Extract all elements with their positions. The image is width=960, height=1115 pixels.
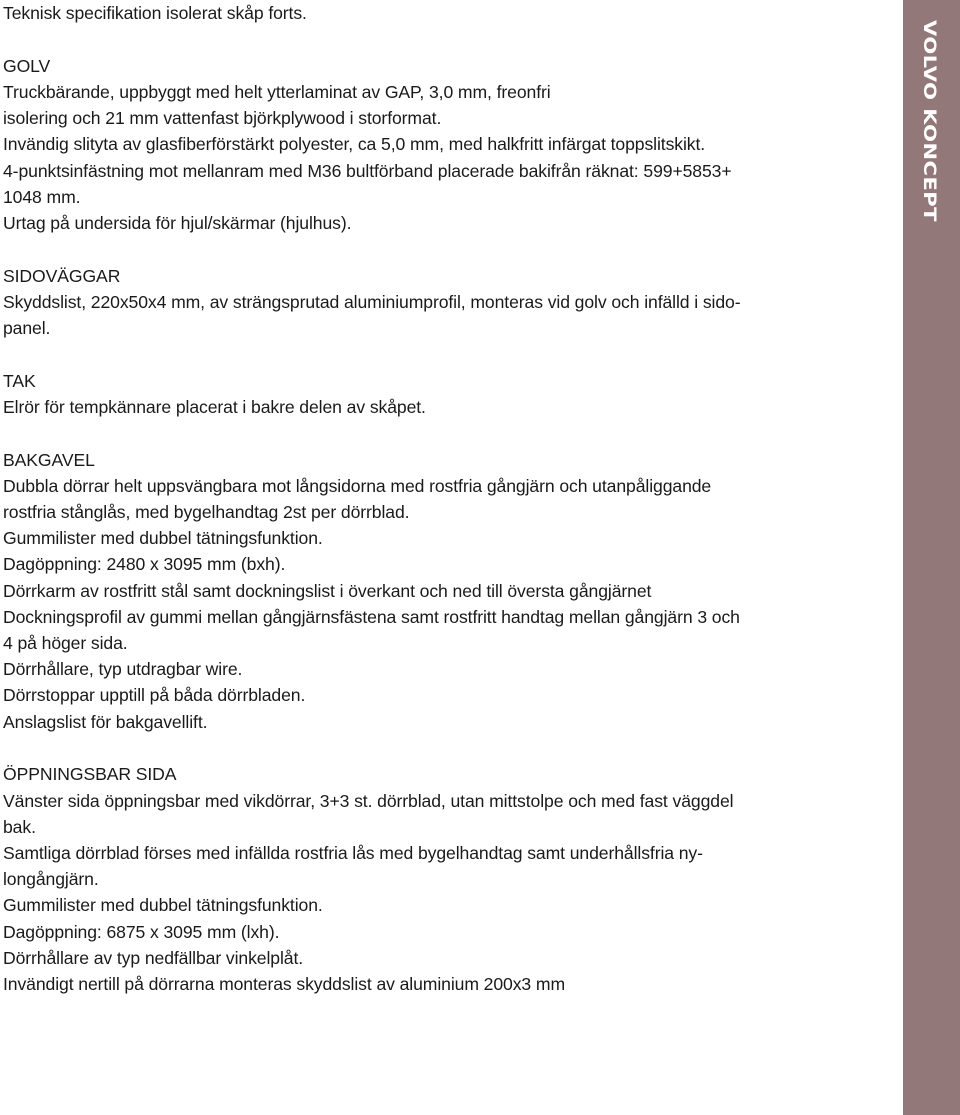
page-title: Teknisk specifikation isolerat skåp forts.: [3, 3, 307, 23]
section-golv: [3, 53, 893, 236]
section-heading: ÖPPNINGSBAR SIDA: [3, 764, 177, 785]
text-line: bak.: [3, 816, 36, 837]
document-body: [3, 0, 893, 997]
text-line: Dörrhållare, typ utdragbar wire.: [3, 659, 243, 680]
text-line: Dörrstoppar upptill på båda dörrbladen.: [3, 685, 306, 706]
section-heading: GOLV: [3, 55, 51, 76]
section-sidovaggar: [3, 263, 893, 342]
text-line: Skyddslist, 220x50x4 mm, av strängsprutad aluminiumprofil, monteras vid golv och infälld i sido-: [3, 291, 741, 312]
text-line: panel.: [3, 318, 51, 339]
text-line: longångjärn.: [3, 869, 99, 890]
section-bakgavel: [3, 447, 893, 735]
text-line: isolering och 21 mm vattenfast björkplywood i storformat.: [3, 108, 442, 129]
text-line: Dörrhållare av typ nedfällbar vinkelplåt.: [3, 947, 304, 968]
text-line: 4 på höger sida.: [3, 633, 128, 654]
text-line: Dörrkarm av rostfritt stål samt dockningslist i överkant och ned till översta gångjärnet: [3, 580, 652, 601]
section-heading: SIDOVÄGGAR: [3, 265, 121, 286]
text-line: 4-punktsinfästning mot mellanram med M36 bultförband placerade bakifrån räknat: 599+5853+: [3, 160, 732, 181]
text-line: Dagöppning: 2480 x 3095 mm (bxh).: [3, 554, 286, 575]
text-line: Gummilister med dubbel tätningsfunktion.: [3, 528, 323, 549]
text-line: Vänster sida öppningsbar med vikdörrar, 3+3 st. dörrblad, utan mittstolpe och med fast väggdel: [3, 790, 734, 811]
text-line: 1048 mm.: [3, 186, 81, 207]
text-line: Urtag på undersida för hjul/skärmar (hjulhus).: [3, 212, 352, 233]
text-line: Truckbärande, uppbyggt med helt ytterlaminat av GAP, 3,0 mm, freonfri: [3, 81, 551, 102]
text-line: Dagöppning: 6875 x 3095 mm (lxh).: [3, 921, 280, 942]
text-line: Anslagslist för bakgavellift.: [3, 711, 208, 732]
section-oppningsbar-sida: [3, 761, 893, 997]
text-line: Dockningsprofil av gummi mellan gångjärnsfästena samt rostfritt handtag mellan gångjärn 3 och: [3, 606, 740, 627]
text-line: Gummilister med dubbel tätningsfunktion.: [3, 895, 323, 916]
section-heading: TAK: [3, 370, 36, 391]
brand-band-label: VOLVO KONCEPT: [919, 20, 940, 223]
text-line: Invändig slityta av glasfiberförstärkt polyester, ca 5,0 mm, med halkfritt infärgat toppslitskikt.: [3, 134, 706, 155]
text-line: Samtliga dörrblad förses med infällda rostfria lås med bygelhandtag samt underhållsfria ny-: [3, 842, 703, 863]
text-line: Invändigt nertill på dörrarna monteras skyddslist av aluminium 200x3 mm: [3, 974, 566, 994]
text-line: Elrör för tempkännare placerat i bakre delen av skåpet.: [3, 396, 426, 417]
text-line: rostfria stånglås, med bygelhandtag 2st per dörrblad.: [3, 502, 410, 523]
brand-band: [903, 0, 960, 1115]
section-tak: [3, 368, 893, 420]
text-line: Dubbla dörrar helt uppsvängbara mot långsidorna med rostfria gångjärn och utanpåliggande: [3, 475, 712, 496]
section-heading: BAKGAVEL: [3, 449, 95, 470]
